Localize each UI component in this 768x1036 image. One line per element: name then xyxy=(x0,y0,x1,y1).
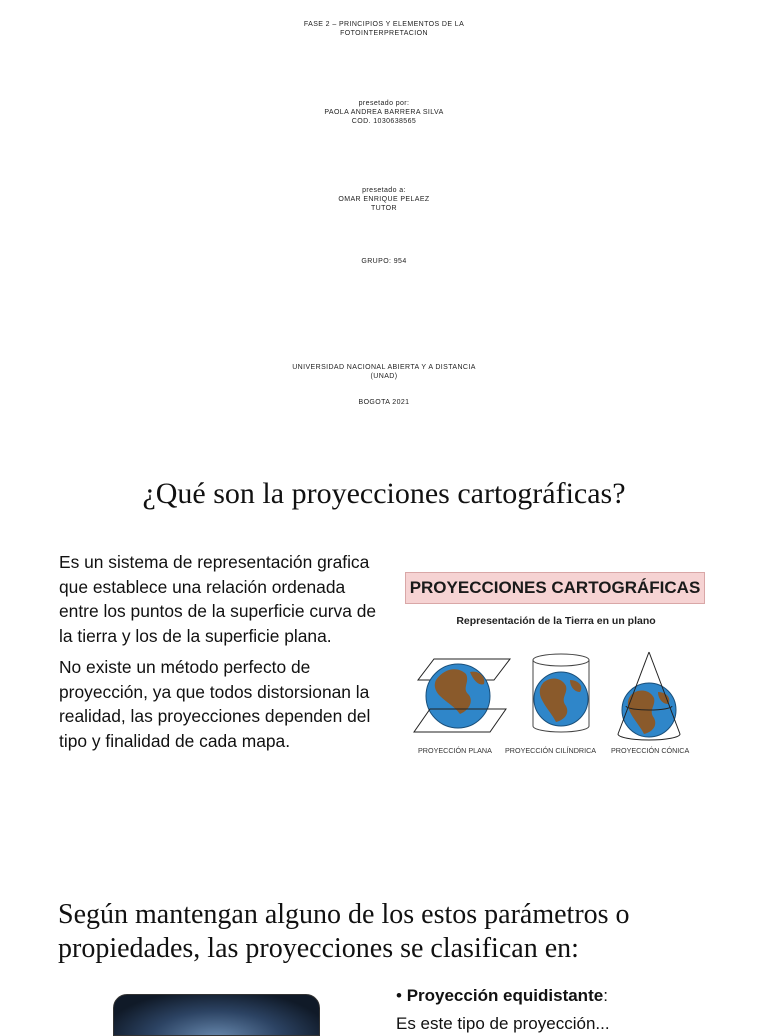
presented-to-block xyxy=(0,186,768,213)
cover-page xyxy=(0,0,768,440)
caption-conic: PROYECCIÓN CÓNICA xyxy=(611,746,690,755)
tutor-name: OMAR ENRIQUE PELAEZ xyxy=(338,196,430,203)
student-code: COD. 1030638565 xyxy=(351,118,417,125)
slide1-title: ¿Qué son la proyecciones cartográficas? xyxy=(142,477,626,510)
group-label: GRUPO: 954 xyxy=(361,258,407,265)
city-year-block xyxy=(0,398,768,407)
tutor-role: TUTOR xyxy=(371,205,397,212)
figure-subtitle: Representación de la Tierra en un plano xyxy=(456,615,656,627)
presented-by-block xyxy=(0,99,768,126)
planar-projection-icon xyxy=(414,659,510,732)
presented-by-label: presetado por: xyxy=(358,100,410,107)
conic-projection-icon xyxy=(618,652,680,740)
university-abbr: (UNAD) xyxy=(370,373,398,380)
azimuthal-map-image xyxy=(113,994,320,1036)
slide2-next-line: Es este tipo de proyección... xyxy=(396,1014,610,1033)
slide1-paragraph-1: Es un sistema de representación grafica que establece una relación ordenada entre los puntos de la superficie curva de la tierra y los de la superficie plana. xyxy=(59,552,377,646)
caption-planar: PROYECCIÓN PLANA xyxy=(418,746,492,755)
cover-title xyxy=(0,20,768,38)
cover-title-line-1: FASE 2 – PRINCIPIOS Y ELEMENTOS DE LA xyxy=(303,21,465,28)
projections-illustration xyxy=(400,568,712,763)
figure-header: PROYECCIONES CARTOGRÁFICAS xyxy=(405,572,705,604)
university-block xyxy=(0,363,768,381)
slide1-body xyxy=(59,550,379,760)
group-block xyxy=(0,257,768,266)
bullet-dot: • xyxy=(396,986,407,1005)
slide2-title: Según mantengan alguno de los estos parámetros o propiedades, las proyecciones se clasifican en: xyxy=(58,899,630,964)
caption-cylindrical: PROYECCIÓN CILÍNDRICA xyxy=(505,746,597,755)
slide2-bullet xyxy=(396,984,756,1008)
cylindrical-projection-icon xyxy=(533,654,589,732)
projections-figure xyxy=(400,568,712,763)
bullet-suffix: : xyxy=(603,986,608,1005)
cover-title-line-2: FOTOINTERPRETACION xyxy=(340,30,428,37)
slide1-paragraph-2: No existe un método perfecto de proyección, ya que todos distorsionan la realidad, las proyecciones dependen del tipo y finalidad de cada mapa. xyxy=(59,657,371,751)
university-name: UNIVERSIDAD NACIONAL ABIERTA Y A DISTANCIA xyxy=(292,364,476,371)
city-year: BOGOTA 2021 xyxy=(358,399,410,406)
presented-to-label: presetado a: xyxy=(362,187,406,194)
bullet-label: Proyección equidistante xyxy=(406,986,604,1005)
student-name: PAOLA ANDREA BARRERA SILVA xyxy=(324,109,444,116)
